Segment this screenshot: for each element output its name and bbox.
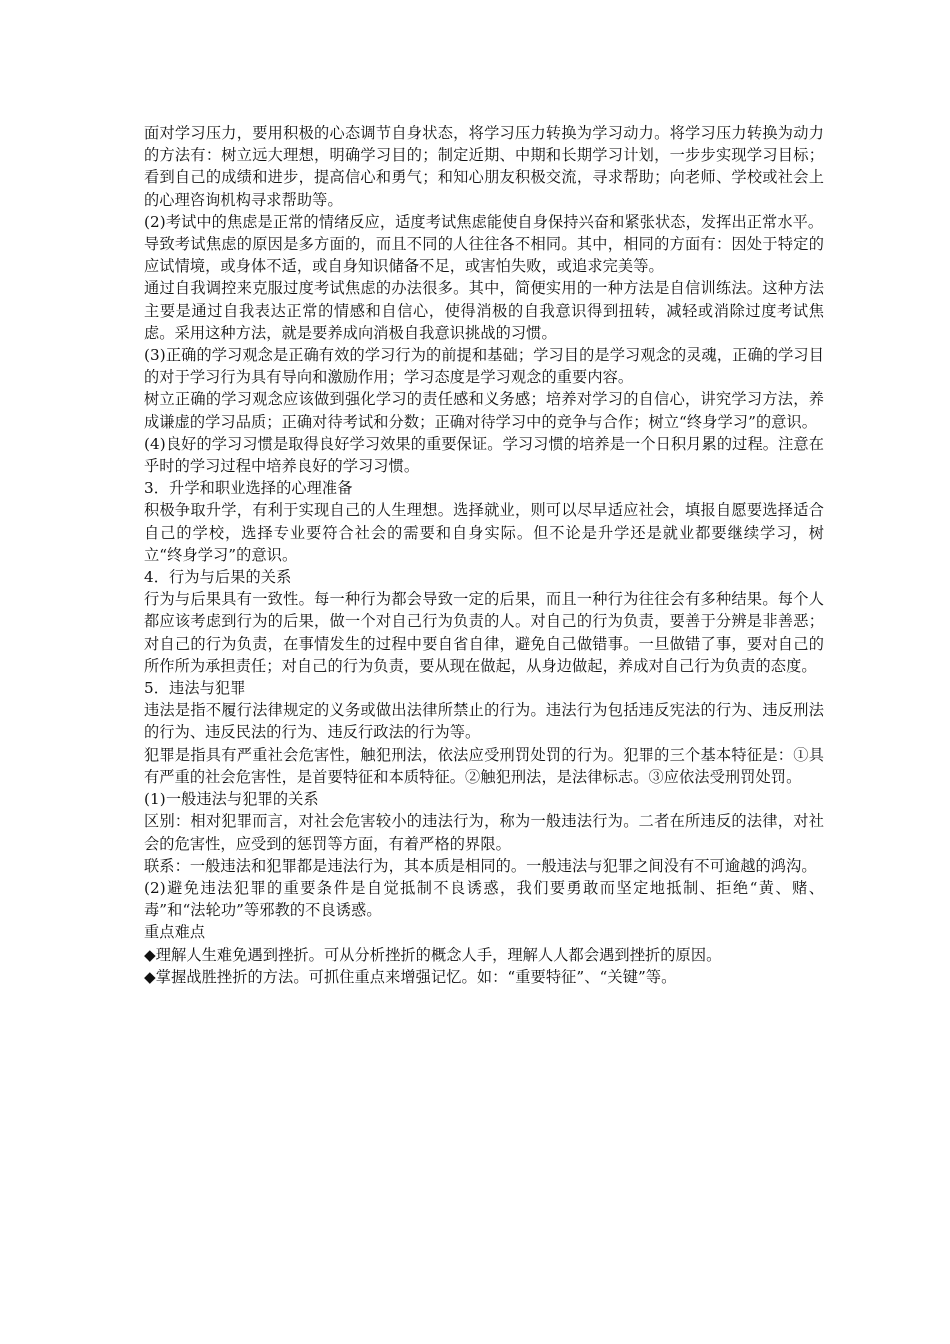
bullet-overcome-setbacks: ◆掌握战胜挫折的方法。可抓住重点来增强记忆。如：“重要特征”、“关键”等。 (144, 967, 677, 986)
paragraph-difference: 区别：相对犯罪而言，对社会危害较小的违法行为，称为一般违法行为。二者在所违反的法律，对社会的危害性，应受到的惩罚等方面，有着严格的界限。 (144, 812, 824, 853)
paragraph-establish-learning-concept: 树立正确的学习观念应该做到强化学习的责任感和义务感；培养对学习的自信心，讲究学习方法，养成谦虚的学习品质；正确对待考试和分数；正确对待学习中的竞争与合作；树立“终身学习”的意识。 (144, 390, 824, 431)
document-page (144, 122, 824, 988)
heading-section-4: 4．行为与后果的关系 (144, 568, 292, 587)
paragraph-study-pressure: 面对学习压力，要用积极的心态调节自身状态，将学习压力转换为学习动力。将学习压力转换为动力的方法有：树立远大理想，明确学习目的；制定近期、中期和长期学习计划，一步步实现学习目标；看到自己的成绩和进步，提高信心和勇气；和知心朋友积极交流，寻求帮助；向老师、学校或社会上的心理咨询机构寻求帮助等。 (144, 124, 824, 209)
heading-key-points: 重点难点 (144, 923, 206, 942)
paragraph-further-study-career: 积极争取升学，有利于实现自己的人生理想。选择就业，则可以尽早适应社会，填报自愿要选择适合自己的学校，选择专业要符合社会的需要和自身实际。但不论是升学还是就业都要继续学习，树立“终身学习”的意识。 (144, 501, 824, 564)
paragraph-anxiety-causes: 导致考试焦虑的原因是多方面的，而且不同的人往往各不相同。其中，相同的方面有：因处于特定的应试情境，或身体不适，或自身知识储备不足，或害怕失败，或追求完美等。 (144, 235, 824, 276)
paragraph-resist-temptation-point-2: (2)避免违法犯罪的重要条件是自觉抵制不良诱惑，我们要勇敢而坚定地抵制、拒绝“黄、赌、毒”和“法轮功”等邪教的不良诱惑。 (144, 878, 824, 920)
paragraph-exam-anxiety-point-2: (2)考试中的焦虑是正常的情绪反应，适度考试焦虑能使自身保持兴奋和紧张状态，发挥出正常水平。 (144, 212, 824, 231)
paragraph-learning-concept-point-3: (3)正确的学习观念是正确有效的学习行为的前提和基础；学习目的是学习观念的灵魂，正确的学习目的对于学习行为具有导向和激励作用；学习态度是学习观念的重要内容。 (144, 346, 824, 387)
paragraph-crime-definition: 犯罪是指具有严重社会危害性，触犯刑法，依法应受刑罚处罚的行为。犯罪的三个基本特征是：①具有严重的社会危害性，是首要特征和本质特征。②触犯刑法，是法律标志。③应依法受刑罚处罚。 (144, 745, 824, 786)
subheading-general-illegal-vs-crime: (1)一般违法与犯罪的关系 (144, 790, 319, 809)
paragraph-behavior-consequences: 行为与后果具有一致性。每一种行为都会导致一定的后果，而且一种行为往往会有多种结果。每个人都应该考虑到行为的后果，做一个对自己行为负责的人。对自己的行为负责，要善于分辨是非善恶；对自己的行为负责，在事情发生的过程中要自省自律，避免自己做错事。一旦做错了事，要对自己的所作所为承担责任；对自己的行为负责，要从现在做起，从身边做起，养成对自己行为负责的态度。 (144, 590, 824, 675)
paragraph-self-regulation: 通过自我调控来克服过度考试焦虑的办法很多。其中，简便实用的一种方法是自信训练法。这种方法主要是通过自我表达正常的情感和自信心，使得消极的自我意识得到扭转，减轻或消除过度考试焦虑。采用这种方法，就是要养成向消极自我意识挑战的习惯。 (144, 279, 824, 342)
paragraph-connection: 联系：一般违法和犯罪都是违法行为，其本质是相同的。一般违法与犯罪之间没有不可逾越的鸿沟。 (144, 856, 817, 875)
paragraph-illegal-definition: 违法是指不履行法律规定的义务或做出法律所禁止的行为。违法行为包括违反宪法的行为、违反刑法的行为、违反民法的行为、违反行政法的行为等。 (144, 701, 824, 742)
paragraph-learning-habits-point-4: (4)良好的学习习惯是取得良好学习效果的重要保证。学习习惯的培养是一个日积月累的过程。注意在乎时的学习过程中培养良好的学习习惯。 (144, 434, 824, 476)
bullet-understand-setbacks: ◆理解人生难免遇到挫折。可从分析挫折的概念人手，理解人人都会遇到挫折的原因。 (144, 945, 722, 964)
heading-section-5: 5．违法与犯罪 (144, 679, 246, 698)
heading-section-3: 3．升学和职业选择的心理准备 (144, 479, 353, 498)
